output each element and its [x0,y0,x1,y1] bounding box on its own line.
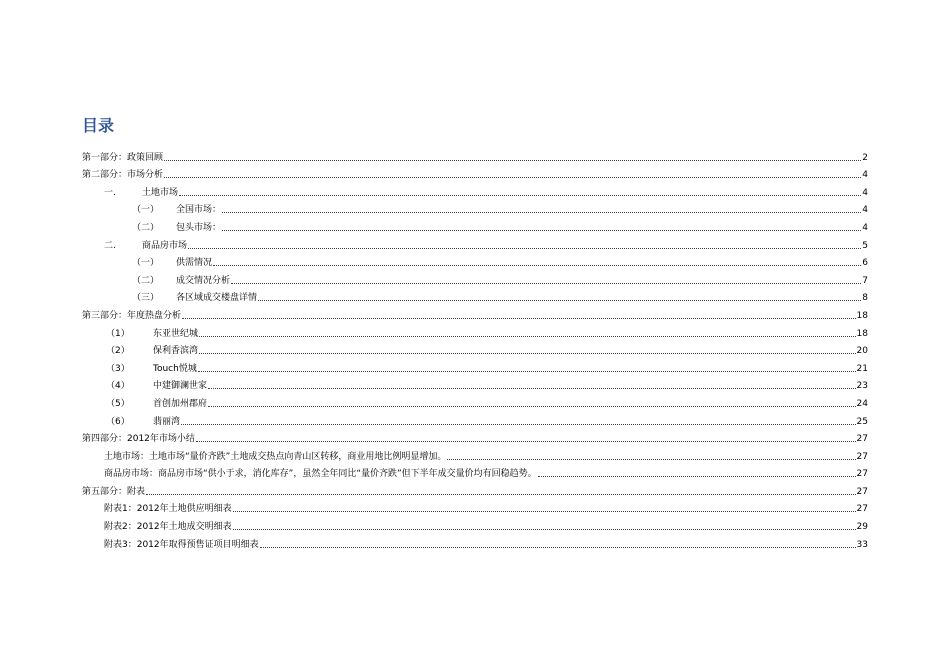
toc-entry-number: （一） [132,205,160,216]
toc-leader [222,211,861,213]
toc-entry[interactable] [82,181,868,199]
toc-entry-number: （三） [132,293,160,304]
toc-leader [199,352,856,354]
toc-page-number: 4 [862,205,868,216]
toc-entry-label: 成交情况分析 [176,275,231,286]
toc-entry-label: 供需情况 [176,258,213,269]
toc-leader [208,387,856,389]
toc-page-number: 2 [862,152,868,163]
toc-entry-label: 第五部分：附表 [82,486,146,497]
toc-entry-label: 全国市场： [176,205,222,216]
toc-entry[interactable] [82,375,868,393]
toc-entry-label: 东亚世纪城 [153,328,199,339]
toc-entry-number: （二） [132,222,160,233]
toc-entry-number: （二） [132,275,160,286]
toc-page-number: 27 [856,469,868,480]
toc-entry[interactable] [82,340,868,358]
toc-page-number: 4 [862,187,868,198]
toc-entry-label: 保利香滨湾 [153,346,199,357]
toc-leader [179,194,861,196]
toc-leader [447,458,855,460]
toc-entry[interactable] [82,164,868,182]
toc-leader [164,176,861,178]
toc-entry-label: 商品房市场 [142,240,188,251]
toc-leader [199,335,856,337]
toc-page-number: 27 [856,504,868,515]
toc-entry[interactable] [82,515,868,533]
toc-page-number: 7 [862,275,868,286]
toc-entry[interactable] [82,146,868,164]
toc-entry-number: 二. [104,240,116,251]
toc-page-number: 24 [856,398,868,409]
toc-page-number: 18 [856,310,868,321]
toc-entry-number: （3） [106,363,130,374]
toc-entry-number: （6） [106,416,130,427]
toc-page-number: 8 [862,293,868,304]
toc-entry-label: 附表2：2012年土地成交明细表 [104,522,232,533]
toc-entry-label: 第三部分：年度热盘分析 [82,310,182,321]
table-of-contents [82,146,868,551]
toc-page-number: 21 [856,363,868,374]
toc-page-number: 27 [856,486,868,497]
toc-entry-label: 第二部分：市场分析 [82,170,164,181]
toc-leader [181,423,856,425]
toc-leader [260,546,856,548]
toc-heading: 目录 [82,116,115,135]
toc-entry-number: （4） [106,381,130,392]
toc-leader [188,247,861,249]
toc-leader [182,317,856,319]
toc-entry-label: 土地市场 [142,187,179,198]
toc-entry-number: （一） [132,258,160,269]
toc-leader [233,510,856,512]
toc-page-number: 4 [862,170,868,181]
toc-leader [213,264,861,266]
toc-entry[interactable] [82,463,868,481]
toc-entry-label: Touch悦城 [153,363,197,374]
toc-leader [233,528,856,530]
toc-entry[interactable] [82,287,868,305]
toc-entry-number: （1） [106,328,130,339]
toc-entry-label: 第四部分：2012年市场小结 [82,434,195,445]
toc-entry[interactable] [82,357,868,375]
toc-entry-label: 第一部分：政策回顾 [82,152,164,163]
toc-page-number: 29 [856,522,868,533]
toc-entry-number: （2） [106,346,130,357]
toc-page-number: 27 [856,434,868,445]
toc-entry[interactable] [82,410,868,428]
toc-page-number: 18 [856,328,868,339]
toc-page-number: 20 [856,346,868,357]
toc-entry[interactable] [82,392,868,410]
toc-leader [164,159,861,161]
toc-page-number: 4 [862,222,868,233]
toc-page-number: 33 [856,539,868,550]
toc-page-number: 23 [856,381,868,392]
toc-leader [258,299,861,301]
toc-leader [196,440,856,442]
toc-entry[interactable] [82,498,868,516]
toc-entry[interactable] [82,428,868,446]
toc-entry[interactable] [82,234,868,252]
toc-entry[interactable] [82,216,868,234]
toc-page-number: 25 [856,416,868,427]
toc-leader [208,405,856,407]
toc-entry[interactable] [82,533,868,551]
toc-entry[interactable] [82,480,868,498]
toc-entry[interactable] [82,269,868,287]
toc-entry-label: 首创加州郡府 [153,398,208,409]
toc-entry[interactable] [82,322,868,340]
toc-leader [222,229,861,231]
toc-leader [146,493,856,495]
toc-entry-number: 一. [104,187,116,198]
toc-entry[interactable] [82,252,868,270]
toc-leader [231,282,861,284]
toc-entry-label: 商品房市场：商品房市场“供小于求，消化库存”，虽然全年同比“量价齐跌”但下半年成交量价均有回稳趋势。 [104,469,537,480]
toc-entry-label: 附表3：2012年取得预售证项目明细表 [104,539,259,550]
toc-leader [198,370,856,372]
toc-entry-label: 中建御澜世家 [153,381,208,392]
toc-entry-label: 土地市场：土地市场“量价齐跌”土地成交热点向青山区转移，商业用地比例明显增加。 [104,451,447,462]
toc-entry-label: 包头市场： [176,222,222,233]
toc-entry-label: 翡丽湾 [153,416,181,427]
toc-page-number: 5 [862,240,868,251]
toc-entry[interactable] [82,304,868,322]
toc-page-number: 6 [862,258,868,269]
toc-entry[interactable] [82,199,868,217]
toc-page-number: 27 [856,451,868,462]
toc-entry[interactable] [82,445,868,463]
toc-entry-number: （5） [106,398,130,409]
toc-entry-label: 附表1：2012年土地供应明细表 [104,504,232,515]
toc-entry-label: 各区域成交楼盘详情 [176,293,258,304]
toc-leader [538,475,856,477]
